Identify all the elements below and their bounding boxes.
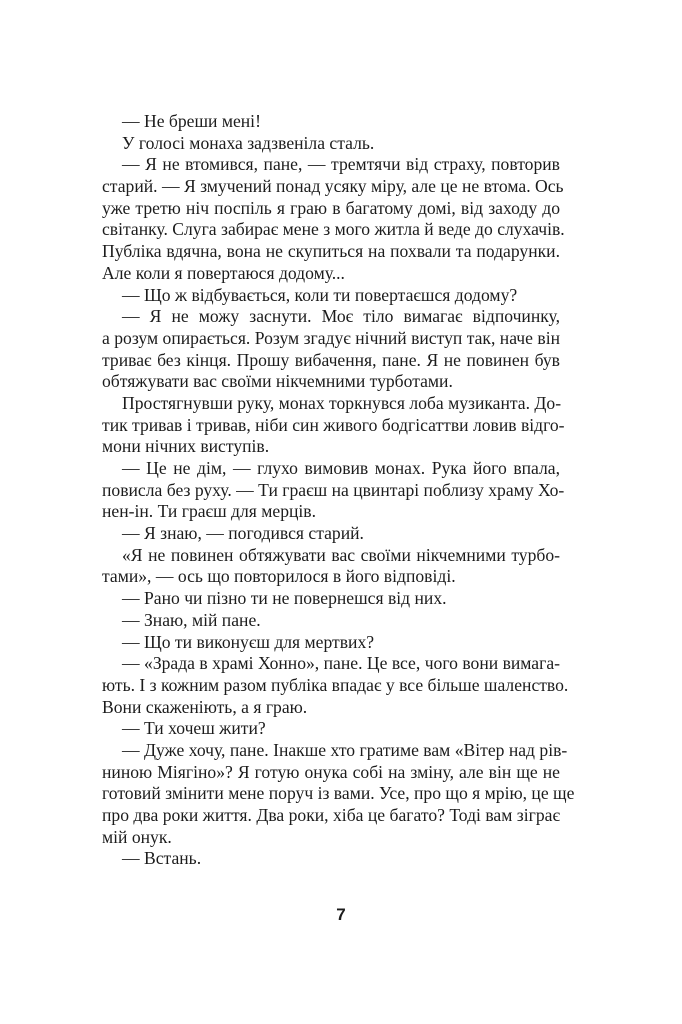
text-line-26: — «Зрада в храмі Хонно», пане. Це все, чого вони вимага- — [122, 653, 560, 674]
text-line-02: У голосі монаха задзвеніла сталь. — [122, 132, 375, 153]
body-text — [102, 111, 575, 870]
text-line-33: про два роки життя. Два роки, хіба це багато? Тоді вам зіграє — [102, 805, 560, 825]
text-line-12: триває без кінця. Прошу вибачення, пане. Я не повинен був — [102, 349, 560, 370]
text-line-20: — Я знаю, — погодився старий. — [122, 523, 364, 544]
text-line-18: повисла без руху. — Ти граєш на цвинтарі поблизу храму Хо- — [102, 479, 565, 500]
text-line-15: тик тривав і тривав, ніби син живого бодгісаттви ловив відго- — [102, 414, 565, 435]
text-line-25: — Що ти виконуєш для мертвих? — [122, 631, 375, 652]
text-line-21: «Я не повинен обтяжувати вас своїми нікчемними турбо- — [122, 544, 560, 565]
text-line-10: — Я не можу заснути. Моє тіло вимагає відпочинку, — [122, 306, 560, 327]
text-line-04: старий. — Я змучений понад усяку міру, але це не втома. Ось — [102, 176, 564, 197]
text-line-09: — Що ж відбувається, коли ти повертаєшся додому? — [122, 284, 518, 305]
text-line-34: мій онук. — [102, 826, 172, 847]
text-line-01: — Не бреши мені! — [122, 111, 261, 131]
text-line-07: Публіка вдячна, вона не скупиться на похвали та подарунки. — [102, 241, 560, 262]
text-line-14: Простягнувши руку, монах торкнувся лоба музиканта. До- — [122, 392, 562, 413]
text-line-23: — Рано чи пізно ти не повернешся від них. — [122, 588, 447, 609]
text-line-35: — Встань. — [122, 848, 202, 869]
text-line-29: — Ти хочеш жити? — [122, 718, 266, 739]
text-line-08: Але коли я повертаюся додому... — [102, 262, 345, 283]
text-line-17: — Це не дім, — глухо вимовив монах. Рука його впала, — [122, 458, 560, 478]
text-line-11: а розум опирається. Розум згадує нічний виступ так, наче він — [102, 327, 560, 348]
text-line-06: світанку. Слуга забирає мене з мого житла й веде до слухачів. — [102, 219, 565, 240]
text-line-05: уже третю ніч поспіль я граю в багатому домі, від заходу до — [102, 197, 560, 218]
text-line-24: — Знаю, мій пане. — [122, 609, 261, 630]
text-line-19: нен-ін. Ти граєш для мерців. — [102, 501, 317, 522]
text-line-22: тами», — ось що повторилося в його відповіді. — [102, 566, 456, 587]
text-line-30: — Дуже хочу, пане. Інакше хто гратиме вам «Вітер над рів- — [122, 739, 568, 760]
text-line-31: ниною Міягіно»? Я готую онука собі на зміну, але він ще не — [102, 761, 560, 782]
text-line-13: обтяжувати вас своїми нікчемними турботами. — [102, 371, 453, 392]
text-line-32: готовий змінити мене поруч із вами. Усе, про що я мрію, це ще — [102, 783, 575, 804]
text-line-03: — Я не втомився, пане, — тремтячи від страху, повторив — [122, 154, 560, 175]
text-line-27: ють. І з кожним разом публіка впадає у все більше шаленство. — [102, 674, 569, 695]
text-line-28: Вони скаженіють, а я граю. — [102, 696, 308, 717]
text-line-16: мони нічних виступів. — [102, 436, 270, 457]
page-number: 7 — [336, 905, 346, 924]
